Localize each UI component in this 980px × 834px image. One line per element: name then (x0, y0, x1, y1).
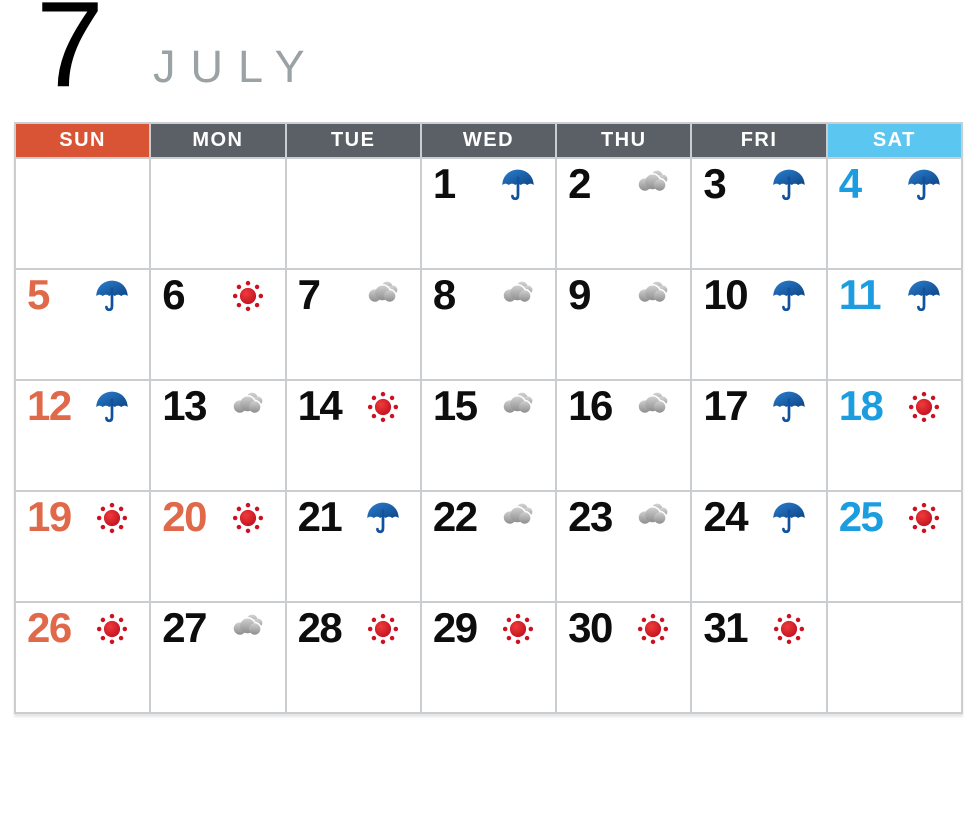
day-number: 4 (838, 160, 861, 207)
day-cell-25 (828, 492, 961, 601)
day-cell-18 (828, 381, 961, 490)
day-number: 9 (568, 271, 590, 318)
day-cell-30 (557, 603, 690, 712)
day-number: 30 (568, 604, 612, 651)
weekday-header-sun: SUN (16, 124, 149, 157)
day-cell-14 (287, 381, 420, 490)
day-number: 19 (27, 493, 71, 540)
day-cell-3 (692, 159, 825, 268)
umbrella-icon (93, 388, 131, 426)
day-number: 22 (432, 493, 477, 540)
umbrella-icon (770, 166, 808, 204)
day-cell-12 (16, 381, 149, 490)
empty-cell (151, 159, 284, 268)
day-cell-31 (692, 603, 825, 712)
cloud-icon (499, 277, 537, 315)
day-number: 13 (162, 382, 206, 429)
umbrella-icon (364, 499, 402, 537)
sun-icon (93, 610, 131, 648)
day-cell-1 (422, 159, 555, 268)
day-number: 15 (432, 382, 477, 429)
day-cell-16 (557, 381, 690, 490)
sun-icon (499, 610, 537, 648)
day-number: 3 (703, 160, 726, 207)
day-number: 27 (162, 604, 206, 651)
sun-icon (634, 610, 672, 648)
day-number: 21 (297, 493, 342, 540)
sun-icon (770, 610, 808, 648)
month-number: 7 (36, 0, 104, 112)
day-number: 29 (432, 604, 477, 651)
day-cell-2 (557, 159, 690, 268)
day-number: 17 (703, 382, 748, 429)
sun-icon (229, 277, 267, 315)
day-cell-27 (151, 603, 284, 712)
weekday-header-mon: MON (151, 124, 284, 157)
sun-icon (364, 388, 402, 426)
day-cell-7 (287, 270, 420, 379)
day-cell-8 (422, 270, 555, 379)
day-number: 7 (297, 271, 320, 318)
day-cell-10 (692, 270, 825, 379)
umbrella-icon (770, 499, 808, 537)
day-cell-21 (287, 492, 420, 601)
umbrella-icon (905, 166, 943, 204)
sun-icon (905, 499, 943, 537)
cloud-icon (634, 166, 672, 204)
day-number: 23 (568, 493, 612, 540)
weekday-header-wed: WED (422, 124, 555, 157)
umbrella-icon (93, 277, 131, 315)
day-number: 6 (162, 271, 185, 318)
calendar-grid (14, 122, 963, 714)
day-cell-26 (16, 603, 149, 712)
sun-icon (229, 499, 267, 537)
day-number: 31 (703, 604, 748, 651)
weekday-header-fri: FRI (692, 124, 825, 157)
day-number: 10 (703, 271, 748, 318)
cloud-icon (634, 277, 672, 315)
month-name: JULY (153, 41, 320, 92)
sun-icon (905, 388, 943, 426)
cloud-icon (634, 388, 672, 426)
day-cell-5 (16, 270, 149, 379)
sun-icon (93, 499, 131, 537)
day-number: 26 (27, 604, 71, 651)
day-number: 5 (27, 271, 49, 318)
day-cell-23 (557, 492, 690, 601)
day-cell-19 (16, 492, 149, 601)
day-number: 16 (568, 382, 612, 429)
day-number: 12 (27, 382, 71, 429)
umbrella-icon (770, 388, 808, 426)
day-number: 1 (432, 160, 455, 207)
day-number: 25 (838, 493, 883, 540)
day-cell-17 (692, 381, 825, 490)
day-cell-4 (828, 159, 961, 268)
day-cell-29 (422, 603, 555, 712)
empty-cell (16, 159, 149, 268)
day-cell-9 (557, 270, 690, 379)
cloud-icon (229, 610, 267, 648)
day-cell-22 (422, 492, 555, 601)
day-number: 28 (297, 604, 342, 651)
cloud-icon (634, 499, 672, 537)
day-number: 24 (703, 493, 748, 540)
weekday-header-thu: THU (557, 124, 690, 157)
umbrella-icon (905, 277, 943, 315)
weekday-header-sat: SAT (828, 124, 961, 157)
day-cell-20 (151, 492, 284, 601)
day-cell-28 (287, 603, 420, 712)
weekday-header-tue: TUE (287, 124, 420, 157)
cloud-icon (499, 388, 537, 426)
day-number: 14 (297, 382, 342, 429)
umbrella-icon (499, 166, 537, 204)
day-number: 11 (838, 271, 881, 318)
empty-cell (828, 603, 961, 712)
day-number: 20 (162, 493, 206, 540)
day-number: 8 (432, 271, 455, 318)
day-cell-11 (828, 270, 961, 379)
cloud-icon (364, 277, 402, 315)
day-cell-6 (151, 270, 284, 379)
empty-cell (287, 159, 420, 268)
day-cell-24 (692, 492, 825, 601)
day-cell-13 (151, 381, 284, 490)
day-number: 18 (838, 382, 883, 429)
day-cell-15 (422, 381, 555, 490)
umbrella-icon (770, 277, 808, 315)
cloud-icon (499, 499, 537, 537)
cloud-icon (229, 388, 267, 426)
day-number: 2 (568, 160, 590, 207)
sun-icon (364, 610, 402, 648)
